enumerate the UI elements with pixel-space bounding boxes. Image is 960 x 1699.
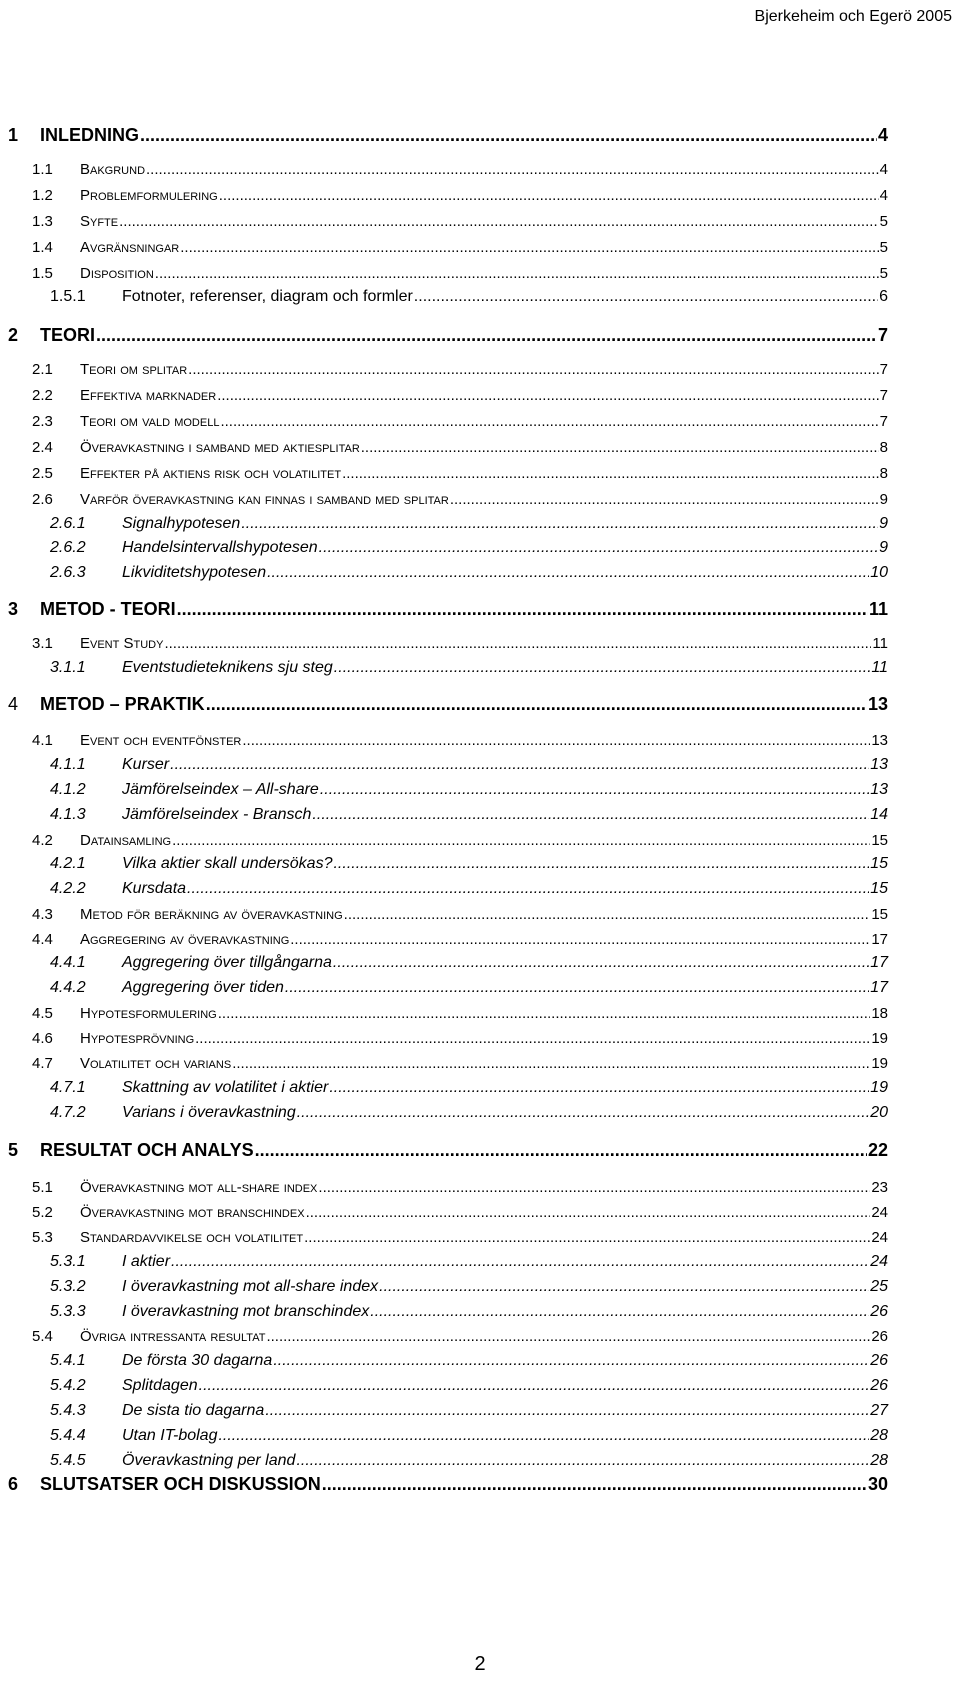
toc-leader-dots — [344, 906, 871, 923]
toc-entry[interactable] — [0, 154, 888, 178]
toc-entry[interactable] — [0, 1297, 888, 1321]
toc-entry-title: Jämförelseindex – All-share — [122, 781, 319, 798]
toc-entry-title: Metod för beräkning av överavkastning — [80, 906, 343, 923]
toc-entry-title: I överavkastning mot branschindex — [122, 1303, 370, 1320]
toc-entry-title: Aggregering över tiden — [122, 979, 284, 996]
toc-entry-number: 5 — [8, 1140, 19, 1160]
toc-entry-page: 7 — [879, 387, 888, 404]
toc-entry-number: 4 — [8, 694, 19, 714]
toc-leader-dots — [333, 954, 869, 972]
toc-entry-number: 5.3.2 — [50, 1278, 86, 1295]
toc-entry[interactable] — [0, 282, 888, 306]
toc-leader-dots — [119, 213, 879, 230]
toc-entry-page: 25 — [870, 1278, 888, 1295]
toc-entry-page: 5 — [879, 213, 888, 230]
toc-leader-dots — [361, 439, 879, 456]
toc-entry-number: 2.3 — [32, 413, 53, 430]
toc-entry-number: 2.1 — [32, 361, 53, 378]
toc-leader-dots — [414, 288, 878, 306]
toc-entry-number: 3.1 — [32, 635, 53, 652]
toc-entry-title: Fotnoter, referenser, diagram och formler — [122, 288, 413, 305]
toc-entry-title: Vilka aktier skall undersökas? — [122, 855, 333, 872]
toc-entry-title: Överavkastning mot all-share index — [80, 1179, 318, 1196]
toc-entry[interactable] — [0, 1172, 888, 1196]
toc-entry-title: Likviditetshypotesen — [122, 564, 267, 581]
toc-entry-title: De första 30 dagarna — [122, 1352, 273, 1369]
toc-entry[interactable] — [0, 1272, 888, 1296]
toc-entry-page: 24 — [871, 1204, 888, 1221]
toc-leader-dots — [329, 1079, 869, 1097]
toc-entry-number: 2.2 — [32, 387, 53, 404]
toc-entry-page: 9 — [879, 539, 888, 556]
toc-entry-number: 2.6.3 — [50, 564, 86, 581]
toc-entry[interactable] — [0, 1098, 888, 1122]
toc-entry-page: 24 — [870, 1253, 888, 1270]
toc-entry[interactable] — [0, 849, 888, 873]
toc-entry[interactable] — [0, 998, 888, 1022]
toc-leader-dots — [379, 1278, 869, 1296]
toc-entry-page: 20 — [870, 1104, 888, 1121]
toc-entry-number: 2.6.1 — [50, 515, 86, 532]
toc-entry-number: 6 — [8, 1474, 19, 1494]
toc-entry-number: 1.4 — [32, 239, 53, 256]
toc-entry-number: 1.2 — [32, 187, 53, 204]
toc-entry-number: 4.2 — [32, 832, 53, 849]
toc-leader-dots — [319, 539, 878, 557]
toc-entry[interactable] — [0, 180, 888, 204]
toc-entry-page: 19 — [871, 1030, 888, 1047]
toc-entry-title: Kursdata — [122, 880, 187, 897]
toc-entry-title: RESULTAT OCH ANALYS — [40, 1140, 254, 1160]
toc-leader-dots — [180, 239, 878, 256]
toc-entry[interactable] — [0, 1471, 888, 1495]
toc-entry-number: 2.6 — [32, 491, 53, 508]
toc-entry-title: Handelsintervallshypotesen — [122, 539, 318, 556]
toc-entry[interactable] — [0, 206, 888, 230]
toc-leader-dots — [267, 564, 869, 582]
toc-entry-title: Bakgrund — [80, 161, 146, 178]
toc-entry-title: TEORI — [40, 325, 96, 345]
toc-entry[interactable] — [0, 122, 888, 146]
toc-entry-number: 1.5 — [32, 265, 53, 282]
toc-entry-number: 4.6 — [32, 1030, 53, 1047]
toc-entry-number: 3 — [8, 599, 19, 619]
toc-entry[interactable] — [0, 1321, 888, 1345]
toc-entry-title: Effektiva marknader — [80, 387, 217, 404]
toc-entry-page: 22 — [867, 1140, 888, 1160]
toc-leader-dots — [241, 515, 878, 533]
toc-entry-page: 26 — [870, 1377, 888, 1394]
toc-entry-page: 11 — [872, 635, 888, 652]
toc-entry[interactable] — [0, 1446, 888, 1470]
toc-entry[interactable] — [0, 558, 888, 582]
toc-entry-page: 5 — [879, 239, 888, 256]
toc-leader-dots — [342, 465, 879, 482]
toc-entry[interactable] — [0, 628, 888, 652]
toc-entry[interactable] — [0, 458, 888, 482]
toc-entry[interactable] — [0, 1371, 888, 1395]
toc-entry[interactable] — [0, 948, 888, 972]
toc-entry-page: 24 — [871, 1229, 888, 1246]
toc-entry-title: Problemformulering — [80, 187, 218, 204]
toc-leader-dots — [312, 806, 869, 824]
toc-leader-dots — [219, 187, 879, 204]
toc-entry-title: Standardavvikelse och volatilitet — [80, 1229, 304, 1246]
toc-entry-number: 5.3.3 — [50, 1303, 86, 1320]
toc-leader-dots — [172, 832, 870, 849]
toc-entry-page: 13 — [867, 694, 888, 714]
toc-entry-number: 4.7.1 — [50, 1079, 86, 1096]
toc-leader-dots — [265, 1402, 869, 1420]
toc-entry-number: 4.7.2 — [50, 1104, 86, 1121]
toc-entry[interactable] — [0, 691, 888, 715]
toc-leader-dots — [199, 1377, 870, 1395]
toc-leader-dots — [290, 931, 870, 948]
toc-leader-dots — [322, 1474, 867, 1495]
toc-entry-page: 15 — [870, 880, 888, 897]
toc-entry-page: 7 — [879, 361, 888, 378]
toc-entry-title: Skattning av volatilitet i aktier — [122, 1079, 329, 1096]
toc-entry-number: 1 — [8, 125, 19, 145]
toc-entry-page: 11 — [868, 599, 888, 619]
toc-entry-number: 4.2.1 — [50, 855, 86, 872]
toc-entry[interactable] — [0, 1247, 888, 1271]
toc-entry[interactable] — [0, 380, 888, 404]
toc-entry-number: 5.2 — [32, 1204, 53, 1221]
toc-entry-number: 3.1.1 — [50, 659, 86, 676]
toc-entry[interactable] — [0, 509, 888, 533]
toc-leader-dots — [285, 979, 869, 997]
toc-entry-page: 19 — [870, 1079, 888, 1096]
toc-entry-title: I överavkastning mot all-share index — [122, 1278, 379, 1295]
toc-entry-title: I aktier — [122, 1253, 171, 1270]
toc-entry[interactable] — [0, 432, 888, 456]
toc-leader-dots — [370, 1303, 869, 1321]
toc-entry-page: 8 — [879, 465, 888, 482]
toc-entry-number: 5.3.1 — [50, 1253, 86, 1270]
toc-entry[interactable] — [0, 1073, 888, 1097]
toc-entry-number: 4.7 — [32, 1055, 53, 1072]
toc-entry-page: 9 — [879, 491, 888, 508]
toc-leader-dots — [187, 880, 869, 898]
toc-entry[interactable] — [0, 725, 888, 749]
toc-entry-title: Varför överavkastning kan finnas i samband med splitar — [80, 491, 449, 508]
toc-leader-dots — [304, 1229, 870, 1246]
toc-leader-dots — [218, 1005, 871, 1022]
toc-entry-page: 7 — [879, 413, 888, 430]
toc-entry-page: 15 — [871, 832, 888, 849]
toc-entry-title: De sista tio dagarna — [122, 1402, 265, 1419]
toc-entry-title: Teori om vald modell — [80, 413, 220, 430]
toc-entry[interactable] — [0, 874, 888, 898]
toc-entry[interactable] — [0, 800, 888, 824]
toc-entry[interactable] — [0, 775, 888, 799]
toc-entry-number: 2 — [8, 325, 19, 345]
toc-entry-page: 18 — [871, 1005, 888, 1022]
toc-entry-number: 4.4.2 — [50, 979, 86, 996]
toc-entry-title: Hypotesformulering — [80, 1005, 217, 1022]
toc-entry[interactable] — [0, 258, 888, 282]
toc-entry-page: 13 — [870, 781, 888, 798]
toc-entry-title: Varians i överavkastning — [122, 1104, 296, 1121]
toc-entry-page: 15 — [870, 855, 888, 872]
page-number: 2 — [474, 1653, 486, 1675]
toc-entry[interactable] — [0, 750, 888, 774]
toc-entry-page: 9 — [879, 515, 888, 532]
toc-entry-number: 4.1.1 — [50, 756, 86, 773]
toc-entry-title: Hypotesprövning — [80, 1030, 195, 1047]
toc-entry[interactable] — [0, 1137, 888, 1161]
toc-leader-dots — [320, 781, 869, 799]
toc-leader-dots — [232, 1055, 870, 1072]
toc-entry[interactable] — [0, 1346, 888, 1370]
toc-entry-page: 26 — [870, 1352, 888, 1369]
toc-entry-number: 4.3 — [32, 906, 53, 923]
toc-entry[interactable] — [0, 354, 888, 378]
toc-entry-number: 4.1 — [32, 732, 53, 749]
toc-entry-title: METOD – PRAKTIK — [40, 694, 205, 714]
toc-entry-page: 27 — [870, 1402, 888, 1419]
toc-entry-number: 5.1 — [32, 1179, 53, 1196]
toc-entry-title: Eventstudieteknikens sju steg — [122, 659, 333, 676]
toc-entry-number: 5.4.5 — [50, 1452, 86, 1469]
toc-entry[interactable] — [0, 1396, 888, 1420]
toc-entry-number: 5.4.1 — [50, 1352, 86, 1369]
toc-entry[interactable] — [0, 596, 888, 620]
toc-entry-title: Volatilitet och varians — [80, 1055, 232, 1072]
toc-leader-dots — [140, 125, 877, 146]
toc-entry-number: 5.3 — [32, 1229, 53, 1246]
toc-entry[interactable] — [0, 484, 888, 508]
toc-entry-title: Utan IT-bolag — [122, 1427, 218, 1444]
toc-entry-page: 15 — [871, 906, 888, 923]
toc-entry-page: 11 — [871, 659, 888, 676]
toc-leader-dots — [146, 161, 879, 178]
toc-entry-title: METOD - TEORI — [40, 599, 176, 619]
toc-entry-title: Jämförelseindex - Bransch — [122, 806, 312, 823]
page-header: Bjerkeheim och Egerö 2005 — [754, 8, 952, 25]
toc-entry[interactable] — [0, 1023, 888, 1047]
toc-entry-title: Signalhypotesen — [122, 515, 241, 532]
toc-entry-page: 26 — [870, 1303, 888, 1320]
toc-entry-page: 26 — [871, 1328, 888, 1345]
toc-leader-dots — [266, 1328, 870, 1345]
toc-entry-title: Överavkastning i samband med aktiesplitar — [80, 439, 360, 456]
toc-entry[interactable] — [0, 1197, 888, 1221]
toc-leader-dots — [217, 387, 878, 404]
toc-entry-number: 1.5.1 — [50, 288, 86, 305]
toc-entry[interactable] — [0, 973, 888, 997]
toc-entry-number: 4.4 — [32, 931, 53, 948]
toc-entry-number: 5.4 — [32, 1328, 53, 1345]
toc-leader-dots — [318, 1179, 870, 1196]
toc-entry-title: Aggregering över tillgångarna — [122, 954, 332, 971]
toc-leader-dots — [96, 325, 877, 346]
toc-entry-title: Överavkastning per land — [122, 1452, 296, 1469]
toc-entry[interactable] — [0, 533, 888, 557]
toc-entry-page: 17 — [870, 954, 888, 971]
toc-entry-title: Övriga intressanta resultat — [80, 1328, 266, 1345]
toc-leader-dots — [242, 732, 870, 749]
toc-leader-dots — [164, 635, 871, 652]
toc-entry[interactable] — [0, 653, 888, 677]
toc-entry-title: Kurser — [122, 756, 170, 773]
toc-entry-number: 4.4.1 — [50, 954, 86, 971]
toc-entry-number: 1.1 — [32, 161, 53, 178]
toc-entry-page: 23 — [871, 1179, 888, 1196]
toc-entry-title: Datainsamling — [80, 832, 172, 849]
toc-leader-dots — [218, 1427, 869, 1445]
toc-entry-number: 4.1.3 — [50, 806, 86, 823]
toc-entry-title: Disposition — [80, 265, 154, 282]
toc-entry[interactable] — [0, 1421, 888, 1445]
toc-leader-dots — [334, 659, 871, 677]
toc-entry-page: 19 — [871, 1055, 888, 1072]
toc-entry-title: INLEDNING — [40, 125, 139, 145]
toc-entry[interactable] — [0, 232, 888, 256]
toc-entry[interactable] — [0, 924, 888, 948]
toc-leader-dots — [170, 756, 869, 774]
toc-entry-number: 4.5 — [32, 1005, 53, 1022]
toc-entry-number: 2.6.2 — [50, 539, 86, 556]
toc-entry-page: 8 — [879, 439, 888, 456]
toc-entry[interactable] — [0, 1048, 888, 1072]
toc-entry-title: Event och eventfönster — [80, 732, 242, 749]
toc-leader-dots — [220, 413, 878, 430]
toc-entry-number: 5.4.4 — [50, 1427, 86, 1444]
toc-entry-page: 28 — [870, 1427, 888, 1444]
toc-entry-page: 28 — [870, 1452, 888, 1469]
toc-leader-dots — [450, 491, 879, 508]
toc-leader-dots — [296, 1452, 869, 1470]
toc-leader-dots — [333, 855, 869, 873]
toc-entry-page: 10 — [870, 564, 888, 581]
toc-entry-title: Aggregering av överavkastning — [80, 931, 290, 948]
toc-entry[interactable] — [0, 406, 888, 430]
toc-entry[interactable] — [0, 899, 888, 923]
toc-entry-title: Teori om splitar — [80, 361, 188, 378]
toc-leader-dots — [155, 265, 879, 282]
toc-entry-title: Splitdagen — [122, 1377, 198, 1394]
toc-entry-page: 17 — [870, 979, 888, 996]
toc-entry-page: 13 — [871, 732, 888, 749]
toc-leader-dots — [171, 1253, 869, 1271]
toc-entry-title: Överavkastning mot branschindex — [80, 1204, 305, 1221]
toc-leader-dots — [255, 1140, 867, 1161]
toc-entry-title: SLUTSATSER OCH DISKUSSION — [40, 1474, 321, 1494]
toc-entry-page: 17 — [871, 931, 888, 948]
toc-entry-page: 13 — [870, 756, 888, 773]
toc-entry-title: Event Study — [80, 635, 164, 652]
toc-entry-page: 4 — [879, 187, 888, 204]
toc-entry[interactable] — [0, 825, 888, 849]
toc-entry-page: 14 — [870, 806, 888, 823]
toc-leader-dots — [188, 361, 879, 378]
toc-entry-page: 7 — [877, 325, 888, 345]
toc-leader-dots — [297, 1104, 869, 1122]
toc-entry-page: 6 — [879, 288, 888, 305]
toc-entry-page: 4 — [879, 161, 888, 178]
toc-entry-title: Avgränsningar — [80, 239, 180, 256]
toc-entry-title: Syfte — [80, 213, 119, 230]
toc-entry-number: 2.4 — [32, 439, 53, 456]
toc-entry-number: 4.2.2 — [50, 880, 86, 897]
toc-entry-page: 30 — [867, 1474, 888, 1494]
toc-leader-dots — [195, 1030, 870, 1047]
toc-leader-dots — [273, 1352, 869, 1370]
toc-entry-number: 4.1.2 — [50, 781, 86, 798]
toc-entry-number: 5.4.2 — [50, 1377, 86, 1394]
toc-leader-dots — [177, 599, 868, 620]
toc-entry-page: 4 — [877, 125, 888, 145]
toc-entry-number: 2.5 — [32, 465, 53, 482]
toc-entry[interactable] — [0, 322, 888, 346]
toc-entry-number: 5.4.3 — [50, 1402, 86, 1419]
toc-leader-dots — [306, 1204, 871, 1221]
toc-entry[interactable] — [0, 1222, 888, 1246]
toc-entry-number: 1.3 — [32, 213, 53, 230]
toc-leader-dots — [206, 694, 867, 715]
toc-entry-page: 5 — [879, 265, 888, 282]
toc-entry-title: Effekter på aktiens risk och volatilitet — [80, 465, 342, 482]
